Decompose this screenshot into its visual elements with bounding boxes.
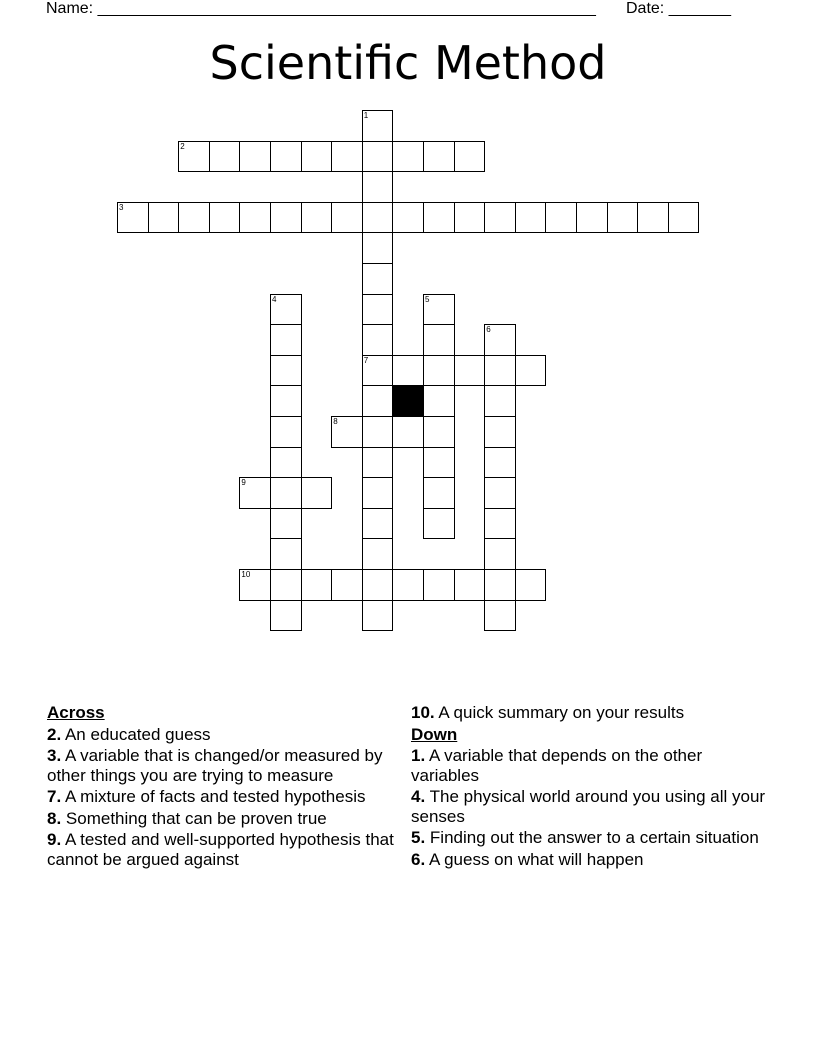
grid-cell[interactable]: [331, 416, 363, 448]
clue-number: 9.: [47, 830, 62, 849]
clue-down-1: [411, 746, 771, 785]
clue-across-10: [411, 703, 771, 723]
grid-cell[interactable]: [423, 477, 455, 509]
grid-cell[interactable]: [484, 324, 516, 356]
date-field[interactable]: Date: _______: [626, 0, 731, 17]
grid-cell[interactable]: [178, 141, 210, 173]
grid-cell[interactable]: [423, 508, 455, 540]
grid-cell[interactable]: [362, 324, 394, 356]
clue-number: 8.: [47, 808, 62, 828]
grid-cell[interactable]: [362, 416, 394, 448]
clue-across-2: [47, 725, 402, 745]
grid-cell[interactable]: [484, 385, 516, 417]
grid-cell[interactable]: [423, 416, 455, 448]
grid-cell[interactable]: [239, 202, 271, 234]
clue-number: 5.: [411, 828, 426, 847]
grid-cell[interactable]: [362, 447, 394, 479]
down-heading: Down: [411, 724, 458, 744]
grid-cell[interactable]: [484, 538, 516, 570]
grid-cell[interactable]: [362, 600, 394, 632]
grid-cell[interactable]: [117, 202, 149, 234]
grid-cell[interactable]: [484, 355, 516, 387]
grid-cell[interactable]: [270, 355, 302, 387]
clue-across-9: [47, 830, 402, 869]
grid-cell[interactable]: [423, 324, 455, 356]
grid-cell[interactable]: [148, 202, 180, 234]
clue-text: A mixture of facts and tested hypothesis: [61, 787, 366, 806]
grid-cell[interactable]: [484, 600, 516, 632]
grid-cell[interactable]: [301, 477, 333, 509]
grid-cell[interactable]: [362, 232, 394, 264]
clue-text: A variable that is changed/or measured by other things you are trying to measure: [47, 746, 383, 785]
grid-cell[interactable]: [484, 569, 516, 601]
clue-text: A variable that depends on the other variables: [411, 746, 703, 785]
clue-number-label: 9: [241, 478, 246, 488]
grid-cell[interactable]: [270, 202, 302, 234]
clue-text: Something that can be proven true: [61, 808, 327, 828]
grid-cell[interactable]: [362, 294, 394, 326]
grid-cell[interactable]: [362, 508, 394, 540]
grid-cell[interactable]: [484, 447, 516, 479]
grid-cell[interactable]: [239, 477, 271, 509]
grid-cell[interactable]: [270, 508, 302, 540]
page-title: Scientific Method: [209, 36, 607, 90]
grid-cell[interactable]: [423, 355, 455, 387]
grid-cell[interactable]: [362, 355, 394, 387]
grid-cell[interactable]: [270, 294, 302, 326]
grid-cell[interactable]: [362, 385, 394, 417]
grid-cell[interactable]: [484, 477, 516, 509]
clue-text: The physical world around you using all your senses: [411, 787, 766, 826]
clue-number-label: 7: [363, 355, 369, 365]
clue-number: 7.: [47, 787, 62, 806]
grid-cell[interactable]: [209, 202, 241, 234]
grid-cell[interactable]: [423, 385, 455, 417]
grid-cell[interactable]: [270, 538, 302, 570]
grid-cell[interactable]: [637, 202, 669, 234]
grid-cell[interactable]: [392, 416, 424, 448]
clue-number: 6.: [411, 849, 426, 869]
clue-number-label: 1: [363, 111, 369, 120]
grid-cell[interactable]: [270, 569, 302, 601]
clues-right-column: [411, 703, 771, 871]
grid-cell[interactable]: [362, 141, 394, 173]
clue-number-label: 3: [119, 202, 124, 212]
clue-number: 10.: [411, 703, 435, 722]
clue-across-8: [47, 809, 402, 829]
across-heading: Across: [47, 703, 105, 722]
clue-number: 3.: [47, 746, 62, 765]
grid-cell[interactable]: [484, 416, 516, 448]
clue-number-label: 4: [272, 294, 277, 304]
clue-number: 1.: [411, 746, 426, 765]
grid-cell[interactable]: [576, 202, 608, 234]
grid-cell[interactable]: [178, 202, 210, 234]
grid-cell[interactable]: [301, 141, 333, 173]
grid-cell[interactable]: [454, 202, 486, 234]
grid-cell[interactable]: [270, 416, 302, 448]
grid-cell[interactable]: [362, 171, 394, 203]
clues-left-column: [47, 703, 402, 871]
name-field[interactable]: Name: ________________________________________________________: [46, 0, 596, 17]
grid-cell[interactable]: [301, 202, 333, 234]
grid-cell[interactable]: [484, 508, 516, 540]
grid-cell[interactable]: [423, 294, 455, 326]
clue-number-label: 5: [425, 294, 430, 304]
grid-cell[interactable]: [362, 263, 394, 295]
grid-cell[interactable]: [362, 538, 394, 570]
grid-cell[interactable]: [392, 202, 424, 234]
clue-text: A quick summary on your results: [434, 703, 685, 722]
clue-number-label: 10: [241, 570, 251, 579]
clue-text: A guess on what will happen: [425, 849, 644, 869]
clue-across-3: [47, 746, 402, 785]
grid-cell[interactable]: [331, 141, 363, 173]
grid-cell[interactable]: [668, 202, 700, 234]
grid-cell[interactable]: [423, 141, 455, 173]
clue-number-label: 6: [486, 325, 491, 335]
grid-cell[interactable]: [423, 447, 455, 479]
grid-cell[interactable]: [270, 477, 302, 509]
grid-cell[interactable]: [454, 141, 486, 173]
grid-cell[interactable]: [270, 447, 302, 479]
grid-cell[interactable]: [454, 569, 486, 601]
grid-cell[interactable]: [362, 202, 394, 234]
grid-cell[interactable]: [423, 202, 455, 234]
grid-cell[interactable]: [392, 355, 424, 387]
grid-cell[interactable]: [362, 477, 394, 509]
clue-number-label: 8: [333, 417, 338, 426]
clue-across-7: [47, 787, 402, 807]
grid-cell[interactable]: [270, 324, 302, 356]
grid-cell[interactable]: [454, 355, 486, 387]
grid-cell[interactable]: [423, 569, 455, 601]
clue-text: Finding out the answer to a certain situation: [425, 828, 759, 847]
clue-down-6: [411, 850, 771, 870]
clue-down-5: [411, 828, 771, 848]
grid-cell[interactable]: [239, 569, 271, 601]
grid-cell[interactable]: [362, 110, 394, 142]
clue-down-4: [411, 787, 771, 826]
grid-cell[interactable]: [301, 569, 333, 601]
black-cell: [392, 385, 424, 417]
grid-cell[interactable]: [392, 569, 424, 601]
grid-cell[interactable]: [239, 141, 271, 173]
grid-cell[interactable]: [515, 202, 547, 234]
grid-cell[interactable]: [362, 569, 394, 601]
clue-number-label: 2: [180, 141, 185, 151]
clue-text: A tested and well-supported hypothesis that cannot be argued against: [47, 830, 394, 869]
grid-cell[interactable]: [270, 141, 302, 173]
grid-cell[interactable]: [515, 355, 547, 387]
grid-cell[interactable]: [270, 385, 302, 417]
grid-cell[interactable]: [270, 600, 302, 632]
clue-text: An educated guess: [61, 724, 211, 744]
clue-number: 2.: [47, 724, 62, 744]
grid-cell[interactable]: [331, 202, 363, 234]
grid-cell[interactable]: [515, 569, 547, 601]
grid-cell[interactable]: [545, 202, 577, 234]
grid-cell[interactable]: [607, 202, 639, 234]
grid-cell[interactable]: [331, 569, 363, 601]
grid-cell[interactable]: [209, 141, 241, 173]
grid-cell[interactable]: [392, 141, 424, 173]
grid-cell[interactable]: [484, 202, 516, 234]
clue-number: 4.: [411, 787, 426, 806]
